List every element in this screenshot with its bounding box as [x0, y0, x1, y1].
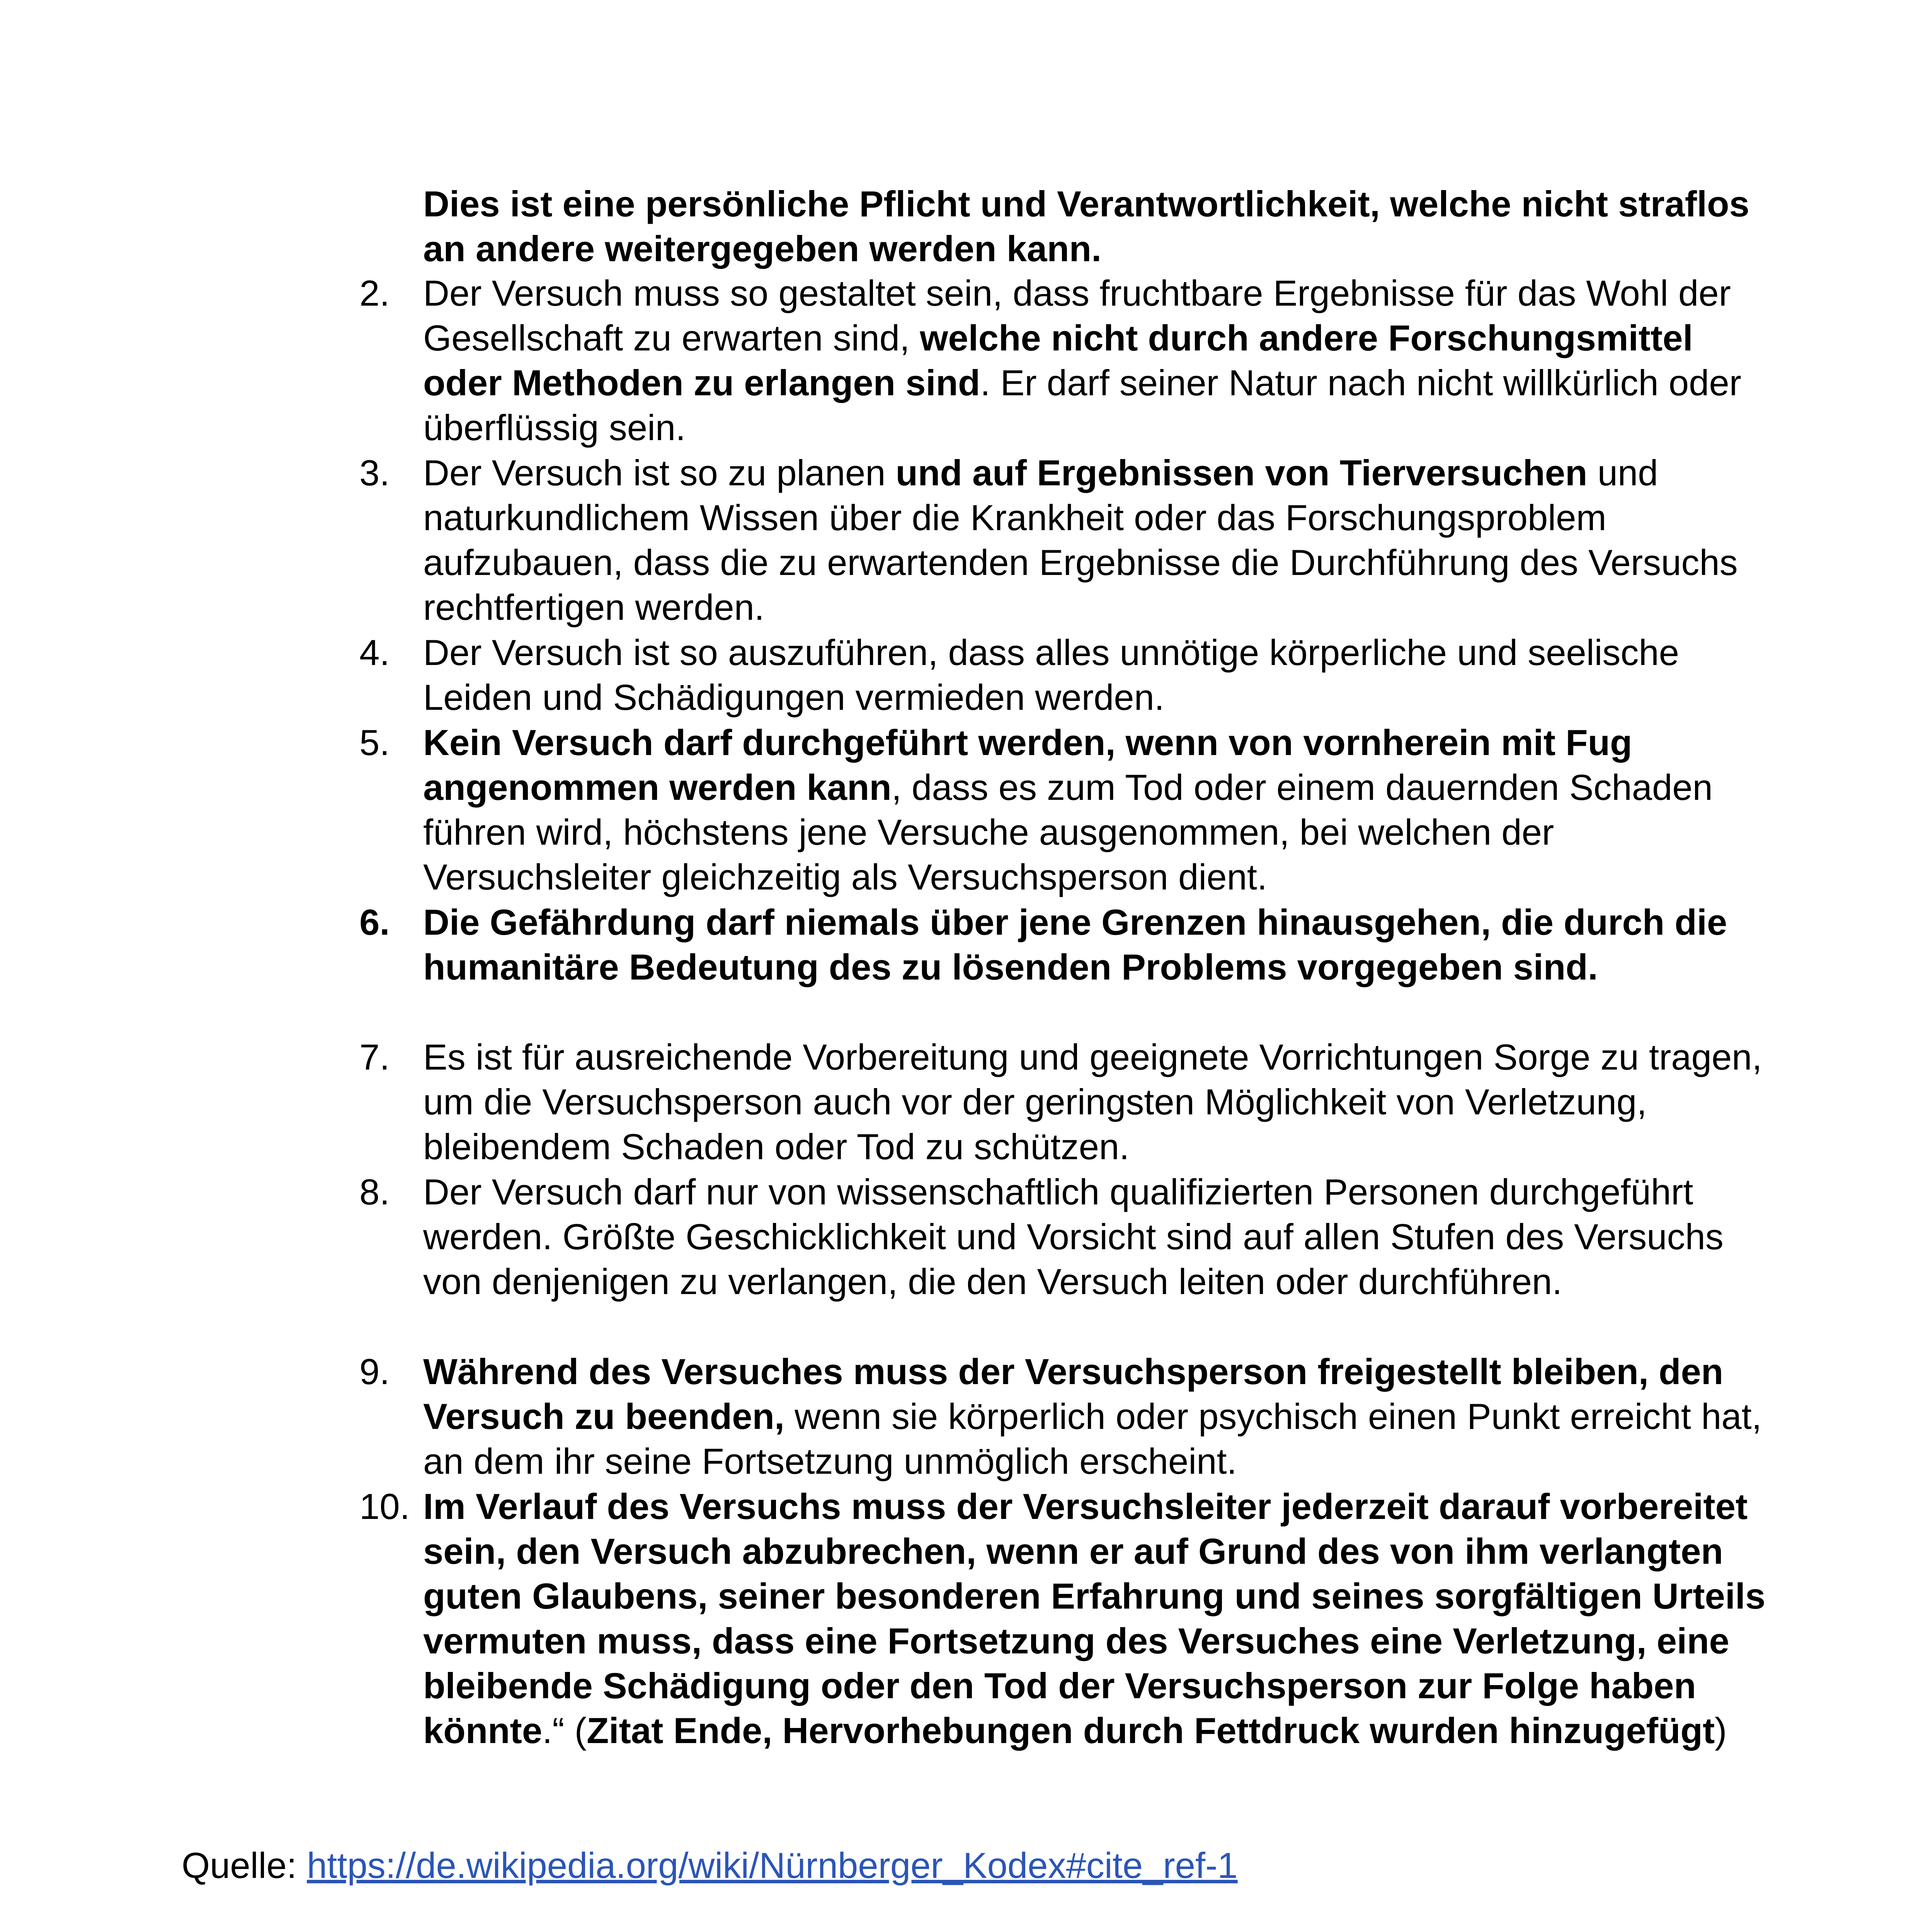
list-item-text: Der Versuch darf nur von wissenschaftlich qualifizierten Personen durchgeführt werden. Größte Geschicklichkeit und Vorsicht sind auf allen Stufen des Versuchs von denjenigen zu verlangen, die den Versuch leiten oder durchführen. — [423, 1172, 1724, 1302]
source-line: Quelle: https://de.wikipedia.org/wiki/Nürnberger_Kodex#cite_ref-1 — [182, 1845, 1238, 1886]
list-item-continuation: Dies ist eine persönliche Pflicht und Verantwortlichkeit, welche nicht straflos an andere weitergegeben werden kann. — [423, 184, 1749, 269]
list-item-text: Die Gefährdung darf niemals über jene Grenzen hinausgehen, die durch die humanitäre Bedeutung des zu lösenden Problems vorgegeben sind. — [423, 902, 1727, 987]
source-link[interactable]: https://de.wikipedia.org/wiki/Nürnberger_Kodex#cite_ref-1 — [306, 1845, 1238, 1886]
list-number: 6. — [359, 902, 390, 942]
list-number: 9. — [359, 1351, 390, 1392]
list-item-text: Während des Versuches muss der Versuchsperson freigestellt bleiben, den Versuch zu beenden, wenn sie körperlich oder psychisch einen Punkt erreicht hat, an dem ihr seine Fortsetzung unmöglich erscheint. — [423, 1351, 1762, 1481]
list-number: 5. — [359, 722, 390, 763]
list-number: 10. — [359, 1486, 410, 1527]
list-item-text: Es ist für ausreichende Vorbereitung und geeignete Vorrichtungen Sorge zu tragen, um die Versuchsperson auch vor der geringsten Möglichkeit von Verletzung, bleibendem Schaden oder Tod zu schützen. — [423, 1037, 1762, 1167]
list-item-text: Kein Versuch darf durchgeführt werden, wenn von vornherein mit Fug angenommen werden kann, dass es zum Tod oder einem dauernden Schaden führen wird, höchstens jene Versuche ausgenommen, bei welchen der Versuchsleiter gleichzeitig als Versuchsperson dient. — [423, 722, 1713, 897]
list-item-text: Der Versuch ist so auszuführen, dass alles unnötige körperliche und seelische Leiden und Schädigungen vermieden werden. — [423, 632, 1679, 718]
list-number: 2. — [359, 273, 390, 313]
list-number: 8. — [359, 1172, 390, 1212]
list-number: 7. — [359, 1037, 390, 1077]
list-number: 4. — [359, 632, 390, 673]
list-number: 3. — [359, 452, 390, 493]
list-item-text: Der Versuch muss so gestaltet sein, dass fruchtbare Ergebnisse für das Wohl der Gesellschaft zu erwarten sind, welche nicht durch andere Forschungsmittel oder Methoden zu erlangen sind. Er darf seiner Natur nach nicht willkürlich oder überflüssig sein. — [423, 273, 1742, 448]
list-item-text: Der Versuch ist so zu planen und auf Ergebnissen von Tierversuchen und naturkundlichem Wissen über die Krankheit oder das Forschungsproblem aufzubauen, dass die zu erwartenden Ergebnisse die Durchführung des Versuchs rechtfertigen werden. — [423, 452, 1738, 628]
list-item-text: Im Verlauf des Versuchs muss der Versuchsleiter jederzeit darauf vorbereitet sein, den Versuch abzubrechen, wenn er auf Grund des von ihm verlangten guten Glaubens, seiner besonderen Erfahrung und seines sorgfältigen Urteils vermuten muss, dass eine Fortsetzung des Versuches eine Verletzung, eine bleibende Schädigung oder den Tod der Versuchsperson zur Folge haben könnte.“ (Zitat Ende, Hervorhebungen durch Fettdruck wurden hinzugefügt) — [423, 1486, 1766, 1751]
